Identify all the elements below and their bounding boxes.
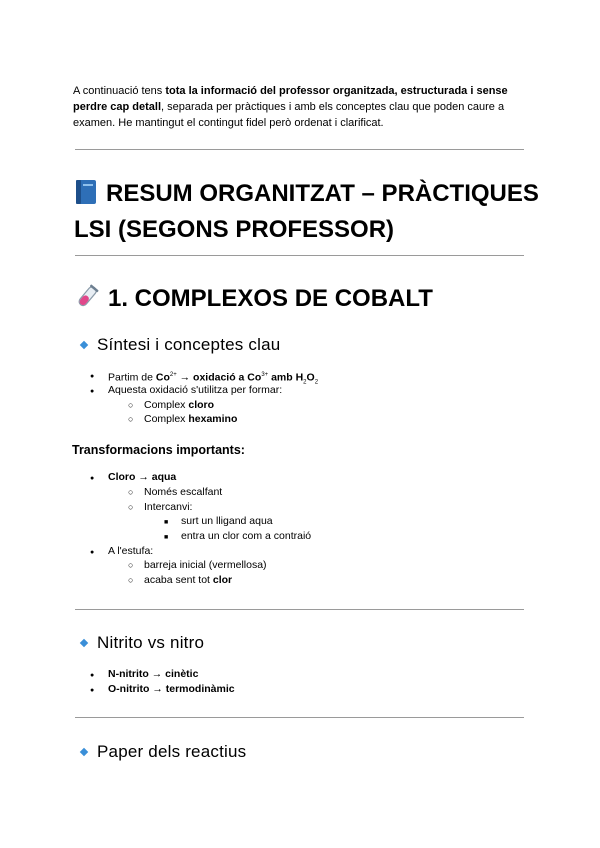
title-line-2: LSI (SEGONS PROFESSOR) xyxy=(74,216,395,243)
bullet-icon xyxy=(90,470,94,486)
bullet-icon xyxy=(90,682,94,698)
list-subitem: ○ Intercanvi: xyxy=(144,500,192,514)
divider xyxy=(75,149,524,150)
diamond-icon xyxy=(80,638,88,646)
test-tube-icon xyxy=(74,284,100,319)
intro-paragraph xyxy=(73,83,525,131)
section-heading xyxy=(74,283,433,319)
square-bullet-icon xyxy=(164,529,168,545)
subheading-nitrito-text: Nitrito vs nitro xyxy=(97,633,205,652)
circle-bullet-icon xyxy=(128,398,133,412)
circle-bullet-icon xyxy=(128,500,133,514)
page-title xyxy=(74,178,539,246)
square-bullet-icon xyxy=(164,514,168,530)
subheading-transformacions: Transformacions importants: xyxy=(72,443,245,457)
bullet-icon xyxy=(90,368,94,384)
circle-bullet-icon xyxy=(128,412,133,426)
intro-text-1: A continuació tens xyxy=(73,85,166,97)
list-subsubitem: ■ surt un lligand aqua xyxy=(181,514,273,528)
bullet-icon xyxy=(90,383,94,399)
list-item: ● O-nitrito → termodinàmic xyxy=(108,682,235,696)
subheading-nitrito xyxy=(75,632,204,654)
title-line-1: RESUM ORGANITZAT – PRÀCTIQUES xyxy=(106,180,539,207)
bullet-icon xyxy=(90,667,94,683)
circle-bullet-icon xyxy=(128,485,133,499)
subheading-sintesi xyxy=(75,334,280,356)
divider xyxy=(75,255,524,256)
diamond-icon xyxy=(80,340,88,348)
bullet-icon xyxy=(90,544,94,560)
circle-bullet-icon xyxy=(128,558,133,572)
divider xyxy=(75,609,524,610)
divider xyxy=(75,717,524,718)
subheading-paper-text: Paper dels reactius xyxy=(97,742,247,761)
subheading-paper xyxy=(75,741,246,763)
list-subitem: ○ barreja inicial (vermellosa) xyxy=(144,558,267,572)
list-subitem: ○ acaba sent tot clor xyxy=(144,573,232,587)
circle-bullet-icon xyxy=(128,573,133,587)
list-item: ● Aquesta oxidació s'utilitza per formar: xyxy=(108,383,282,397)
list-subitem: ○ Només escalfant xyxy=(144,485,222,499)
list-item: ● A l'estufa: xyxy=(108,544,153,558)
list-item: ● N-nitrito → cinètic xyxy=(108,667,198,681)
list-subitem: ○ Complex cloro xyxy=(144,398,214,412)
intro-text-2: , separada per pràctiques i amb els conceptes clau que poden caure a examen. He mantingut el contingut fidel però ordenat i clarificat. xyxy=(73,101,505,129)
book-icon xyxy=(74,179,98,214)
list-item: ● Partim de $Co^{2+}$ → oxidació a $Co^{3+}$ amb $H_2O_2$ xyxy=(108,368,318,390)
subheading-sintesi-text: Síntesi i conceptes clau xyxy=(97,335,281,354)
list-subsubitem: ■ entra un clor com a contraió xyxy=(181,529,311,543)
list-subitem: ○ Complex hexamino xyxy=(144,412,237,426)
section-title: 1. COMPLEXOS DE COBALT xyxy=(108,285,433,312)
diamond-icon xyxy=(80,747,88,755)
intro-bold-text: tota la informació del professor organitzada, estructurada i sense perdre cap detall xyxy=(73,85,508,113)
list-item: ● Cloro → aqua xyxy=(108,470,176,484)
